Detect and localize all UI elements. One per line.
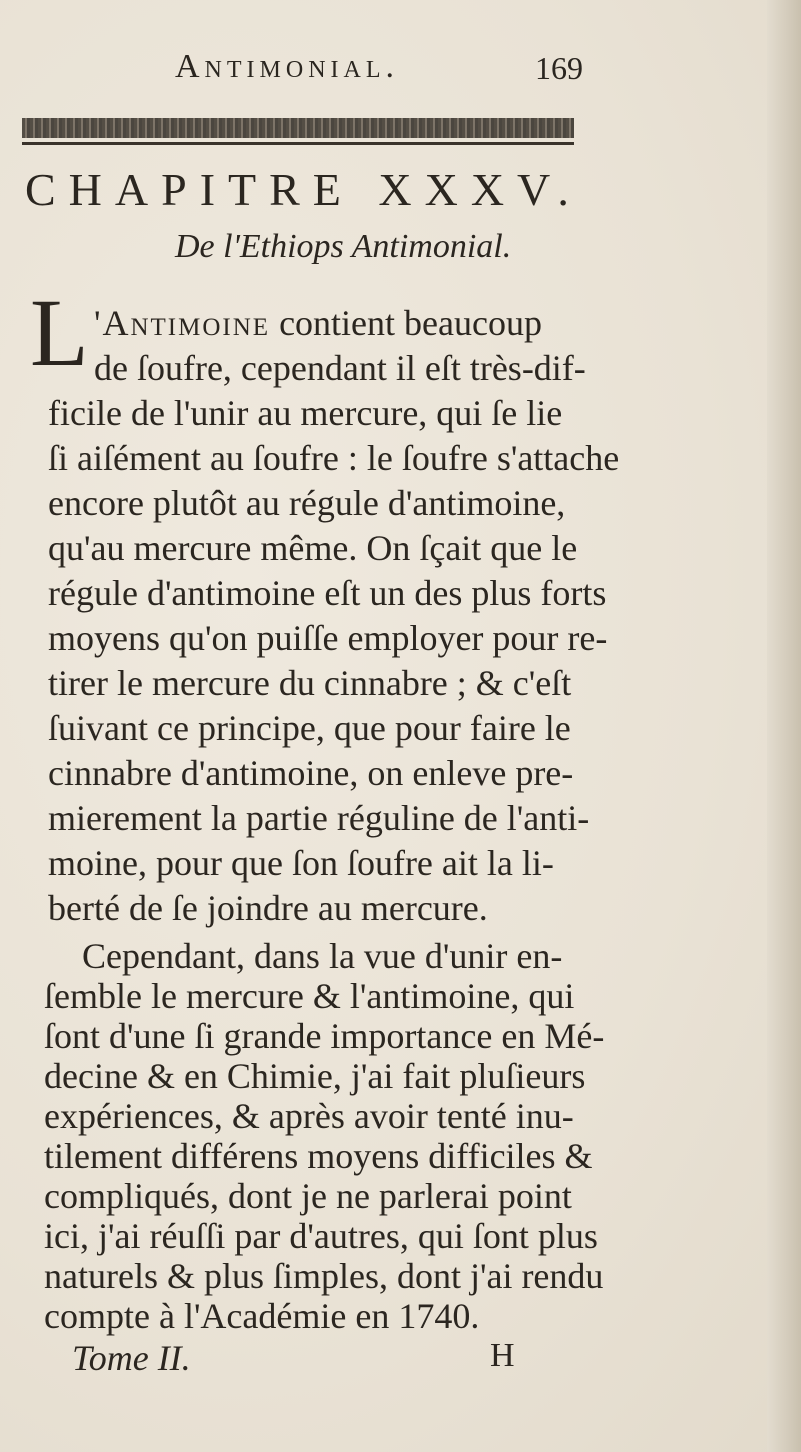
page-number: 169: [535, 50, 583, 86]
text-line: ici, j'ai réuſſi par d'autres, qui ſont plus: [44, 1216, 598, 1256]
text-line: [94, 302, 542, 344]
text-line: compliqués, dont je ne parlerai point: [44, 1176, 572, 1216]
header-rule: [22, 142, 574, 145]
text-line: moine, pour que ſon ſoufre ait la li-: [48, 843, 554, 883]
text-line: expériences, & après avoir tenté inu-: [44, 1096, 574, 1136]
text-line: tilement différens moyens difficiles &: [44, 1136, 593, 1176]
text-line: qu'au mercure même. On ſçait que le: [48, 528, 578, 568]
chapter-title: CHAPITRE XXXV.: [25, 164, 582, 215]
text-line: ſemble le mercure & l'antimoine, qui: [44, 976, 575, 1016]
text-line: berté de ſe joindre au mercure.: [48, 888, 488, 928]
text-line: régule d'antimoine eſt un des plus forts: [48, 573, 607, 613]
text-line: decine & en Chimie, j'ai fait pluſieurs: [44, 1056, 586, 1096]
ornamental-band: [22, 118, 574, 138]
text-line: Cependant, dans la vue d'unir en-: [82, 936, 563, 976]
text-line: ſont d'une ſi grande importance en Mé-: [44, 1016, 605, 1056]
text-line: tirer le mercure du cinnabre ; & c'eſt: [48, 663, 572, 703]
running-title: Antimonial.: [175, 48, 400, 85]
text-line: ſuivant ce principe, que pour faire le: [48, 708, 571, 748]
text-line: de ſoufre, cependant il eſt très-dif-: [94, 348, 586, 388]
text-line: moyens qu'on puiſſe employer pour re-: [48, 618, 608, 658]
text-line: ſi aiſément au ſoufre : le ſoufre s'attache: [48, 438, 620, 478]
drop-cap: L: [30, 279, 89, 386]
volume-label: Tome II.: [72, 1338, 191, 1378]
page-gutter: [767, 0, 801, 1452]
text-line-rest: contient beaucoup: [270, 303, 542, 343]
text-line: compte à l'Académie en 1740.: [44, 1296, 480, 1336]
text-line: naturels & plus ſimples, dont j'ai rendu: [44, 1256, 604, 1296]
text-line: ficile de l'unir au mercure, qui ſe lie: [48, 393, 563, 433]
text-smallcaps: 'Antimoine: [94, 303, 271, 343]
chapter-subtitle: De l'Ethiops Antimonial.: [175, 228, 512, 265]
running-head: [0, 48, 740, 98]
text-line: encore plutôt au régule d'antimoine,: [48, 483, 566, 523]
text-line: mierement la partie réguline de l'anti-: [48, 798, 590, 838]
signature-mark: H: [490, 1337, 515, 1374]
text-line: cinnabre d'antimoine, on enleve pre-: [48, 753, 574, 793]
